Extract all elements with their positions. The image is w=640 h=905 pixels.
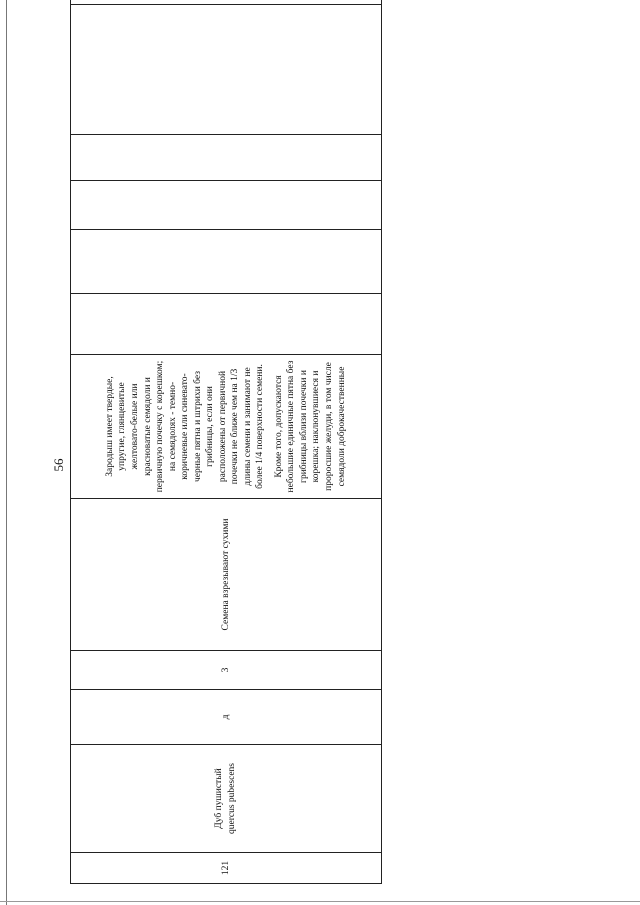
empty-cell [71,5,382,135]
empty-cell [71,294,382,355]
row-number-cell: 121 [71,853,382,884]
species-cell [71,745,382,853]
empty-cell [71,135,382,181]
description-cell [71,355,382,499]
page-number: 56 [51,458,66,472]
page-border [6,0,7,905]
species-name-latin: quercus pubescens [227,763,237,834]
species-name-ru: Дуб пушистый [214,768,225,829]
empty-cell [71,230,382,294]
empty-cell [71,0,382,5]
seed-quality-table [70,0,382,884]
seed-method-cell: Семена взрезывают сухими [71,499,382,651]
category-cell: д [71,690,382,745]
page-bottom-rule [0,901,640,902]
description-paragraph-1: Зародыш имеет твердые, упругие, глянцевитые желтовато-белые или красноватые семядоли и первичную почечку с корешком; на семядолях - темно-коричневые или синевато-черные пятна и штрихи без грибницы, если они расположены от первичной почечки не ближе чем на 1/3 длины семени и занимают не более 1/4 поверхности семени. [104,360,266,493]
table-row [71,0,382,884]
table-container [70,52,382,884]
empty-cell [71,181,382,230]
count-cell: 3 [71,651,382,690]
description-paragraph-2: Кроме того, допускаются небольшие единичные пятна без грибницы вблизи почечки и корешка; наклюнувшиеся и проросшие желуди, в том числе семядоли доброкачественные [273,360,347,493]
